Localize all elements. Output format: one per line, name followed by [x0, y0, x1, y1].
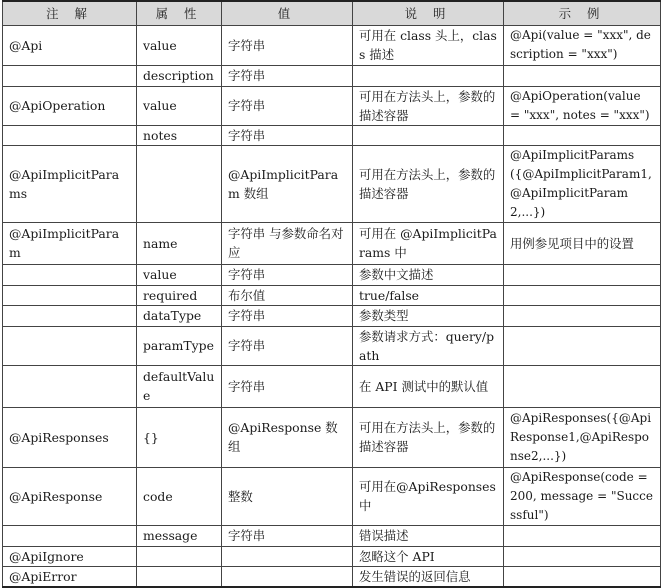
table-row: [3, 145, 661, 222]
annotation-cell: @ApiIgnore: [3, 546, 137, 566]
value-cell: 字符串 与参数命名对应: [222, 222, 353, 264]
value-cell: 字符串: [222, 86, 353, 125]
annotation-cell: @ApiImplicitParams: [3, 145, 137, 222]
description-cell: 忽略这个 API: [353, 546, 504, 566]
table-row: [3, 326, 661, 365]
table-row: [3, 125, 661, 145]
example-cell: @ApiResponse(code = 200, message = "Successful"): [504, 467, 661, 525]
example-cell: @ApiResponses({@ApiResponse1,@ApiResponse2,...}): [504, 407, 661, 467]
description-cell: 可用在方法头上，参数的描述容器: [353, 86, 504, 125]
table-row: [3, 264, 661, 285]
description-cell: [353, 125, 504, 145]
attribute-cell: name: [137, 222, 222, 264]
attribute-cell: value: [137, 25, 222, 65]
table-header-row: [3, 1, 661, 25]
attribute-cell: [137, 546, 222, 566]
value-cell: 字符串: [222, 125, 353, 145]
value-cell: [222, 566, 353, 587]
example-cell: @ApiImplicitParams({@ApiImplicitParam1,@ApiImplicitParam2,...}): [504, 145, 661, 222]
description-cell: 可用在@ApiResponses 中: [353, 467, 504, 525]
table-row: [3, 285, 661, 305]
value-cell: 字符串: [222, 365, 353, 407]
header-attribute: 属 性: [137, 1, 222, 25]
value-cell: 整数: [222, 467, 353, 525]
annotation-cell: [3, 264, 137, 285]
table-row: [3, 566, 661, 587]
table-row: [3, 407, 661, 467]
table-row: [3, 467, 661, 525]
example-cell: [504, 285, 661, 305]
value-cell: 布尔值: [222, 285, 353, 305]
annotation-cell: @ApiOperation: [3, 86, 137, 125]
annotation-cell: @ApiError: [3, 566, 137, 587]
table-row: [3, 546, 661, 566]
example-cell: [504, 326, 661, 365]
attribute-cell: paramType: [137, 326, 222, 365]
annotation-cell: @ApiResponses: [3, 407, 137, 467]
value-cell: 字符串: [222, 305, 353, 326]
table-row: [3, 222, 661, 264]
attribute-cell: value: [137, 86, 222, 125]
description-cell: [353, 65, 504, 86]
table-row: [3, 86, 661, 125]
attribute-cell: {}: [137, 407, 222, 467]
table-row: [3, 305, 661, 326]
example-cell: [504, 305, 661, 326]
description-cell: true/false: [353, 285, 504, 305]
example-cell: [504, 365, 661, 407]
annotation-cell: @ApiImplicitParam: [3, 222, 137, 264]
annotation-cell: [3, 125, 137, 145]
description-cell: 参数中文描述: [353, 264, 504, 285]
example-cell: [504, 65, 661, 86]
value-cell: @ApiResponse 数组: [222, 407, 353, 467]
example-cell: [504, 264, 661, 285]
table-row: [3, 525, 661, 546]
example-cell: [504, 525, 661, 546]
header-example: 示 例: [504, 1, 661, 25]
example-cell: 用例参见项目中的设置: [504, 222, 661, 264]
value-cell: 字符串: [222, 525, 353, 546]
attribute-cell: [137, 566, 222, 587]
description-cell: 可用在 class 头上，class 描述: [353, 25, 504, 65]
value-cell: 字符串: [222, 264, 353, 285]
description-cell: 错误描述: [353, 525, 504, 546]
annotation-cell: [3, 285, 137, 305]
annotation-cell: @Api: [3, 25, 137, 65]
attribute-cell: value: [137, 264, 222, 285]
value-cell: 字符串: [222, 326, 353, 365]
attribute-cell: description: [137, 65, 222, 86]
annotation-cell: [3, 365, 137, 407]
attribute-cell: message: [137, 525, 222, 546]
example-cell: @Api(value = "xxx", description = "xxx"): [504, 25, 661, 65]
attribute-cell: code: [137, 467, 222, 525]
example-cell: [504, 546, 661, 566]
table-row: [3, 65, 661, 86]
swagger-annotation-table: [2, 0, 661, 588]
value-cell: @ApiImplicitParam 数组: [222, 145, 353, 222]
annotation-cell: [3, 65, 137, 86]
example-cell: @ApiOperation(value = "xxx", notes = "xxx"): [504, 86, 661, 125]
value-cell: 字符串: [222, 65, 353, 86]
attribute-cell: notes: [137, 125, 222, 145]
annotation-cell: @ApiResponse: [3, 467, 137, 525]
description-cell: 可用在 @ApiImplicitParams 中: [353, 222, 504, 264]
description-cell: 发生错误的返回信息: [353, 566, 504, 587]
annotation-table-container: [2, 0, 661, 588]
value-cell: 字符串: [222, 25, 353, 65]
header-description: 说 明: [353, 1, 504, 25]
description-cell: 可用在方法头上，参数的描述容器: [353, 407, 504, 467]
description-cell: 参数类型: [353, 305, 504, 326]
attribute-cell: defaultValue: [137, 365, 222, 407]
table-row: [3, 365, 661, 407]
annotation-cell: [3, 326, 137, 365]
attribute-cell: dataType: [137, 305, 222, 326]
description-cell: 参数请求方式：query/path: [353, 326, 504, 365]
table-row: [3, 25, 661, 65]
description-cell: 可用在方法头上，参数的描述容器: [353, 145, 504, 222]
value-cell: [222, 546, 353, 566]
attribute-cell: required: [137, 285, 222, 305]
attribute-cell: [137, 145, 222, 222]
header-annotation: 注 解: [3, 1, 137, 25]
example-cell: [504, 125, 661, 145]
example-cell: [504, 566, 661, 587]
header-value: 值: [222, 1, 353, 25]
annotation-cell: [3, 305, 137, 326]
annotation-cell: [3, 525, 137, 546]
description-cell: 在 API 测试中的默认值: [353, 365, 504, 407]
